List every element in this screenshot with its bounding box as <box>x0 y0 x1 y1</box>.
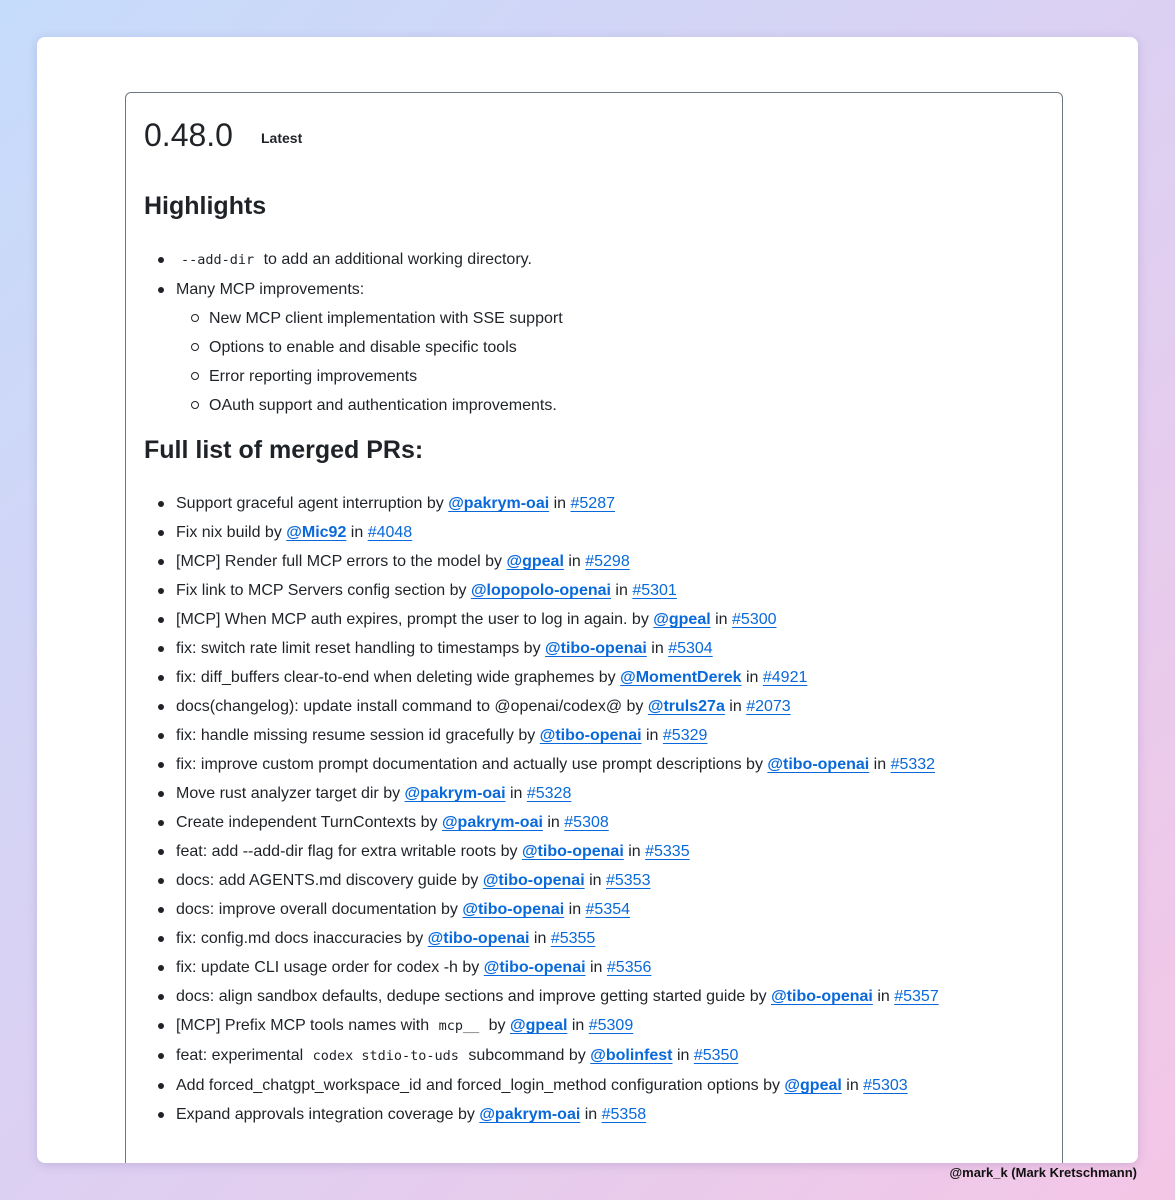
pr-list-item <box>144 895 939 924</box>
pr-title: Expand approvals integration coverage <box>176 1106 454 1123</box>
pr-list-item <box>144 837 939 866</box>
pr-number-link[interactable]: #2073 <box>746 698 791 715</box>
author-link[interactable]: @tibo-openai <box>483 959 586 976</box>
by-word: by <box>416 814 442 831</box>
highlight-item <box>144 245 563 275</box>
pr-title: Create independent TurnContexts <box>176 814 417 831</box>
by-word: by <box>445 582 471 599</box>
pr-title: fix: update CLI usage order for codex -h <box>176 959 458 976</box>
in-word: in <box>585 959 607 976</box>
in-word: in <box>672 1047 694 1064</box>
author-link[interactable]: @pakrym-oai <box>479 1106 581 1123</box>
mcp-improvements-list <box>176 304 563 420</box>
pr-list-item <box>144 982 939 1011</box>
pr-inline-code: codex stdio-to-uds <box>312 1048 459 1064</box>
pr-title-suffix: subcommand <box>463 1047 565 1064</box>
pr-title: Support graceful agent interruption <box>176 495 423 512</box>
by-word: by <box>745 988 772 1005</box>
pr-number-link[interactable]: #5309 <box>588 1017 634 1034</box>
by-word: by <box>758 1077 785 1094</box>
in-word: in <box>623 843 646 860</box>
pr-inline-code: mcp__ <box>438 1018 480 1034</box>
pr-list-item <box>144 663 939 692</box>
author-link[interactable]: @gpeal <box>506 553 564 570</box>
in-word: in <box>529 930 551 947</box>
sub-list-item: OAuth support and authentication improvements. <box>176 391 563 420</box>
sub-list-item: New MCP client implementation with SSE support <box>176 304 563 333</box>
by-word: by <box>401 930 428 947</box>
pr-title: feat: experimental <box>176 1047 308 1064</box>
release-version[interactable]: 0.48.0 <box>144 117 233 153</box>
by-word: by <box>436 901 463 918</box>
in-word: in <box>564 901 586 918</box>
pr-list-item <box>144 547 939 576</box>
pr-list-item <box>144 953 939 982</box>
highlight-text: to add an additional working directory. <box>259 251 532 268</box>
pr-title: [MCP] Prefix MCP tools names with <box>176 1017 434 1034</box>
pr-number-link[interactable]: #5357 <box>894 988 939 1005</box>
by-word: by <box>457 872 483 889</box>
author-link[interactable]: @Mic92 <box>286 524 347 541</box>
pr-list-item <box>144 1041 939 1071</box>
author-link[interactable]: @tibo-openai <box>545 640 647 657</box>
in-word: in <box>567 1017 589 1034</box>
highlight-item <box>144 275 563 420</box>
pr-list-item <box>144 634 939 663</box>
pr-list-item <box>144 1071 939 1100</box>
author-credit: @mark_k (Mark Kretschmann) <box>949 1165 1137 1180</box>
pr-number-link[interactable]: #5335 <box>645 843 690 860</box>
pr-number-link[interactable]: #5300 <box>732 611 777 628</box>
author-link[interactable]: @truls27a <box>647 698 725 715</box>
by-word: by <box>513 727 540 744</box>
pr-title: Add forced_chatgpt_workspace_id and forced_login_method configuration options <box>176 1077 759 1094</box>
by-word: by <box>457 959 484 976</box>
pr-number-link[interactable]: #5332 <box>890 756 936 773</box>
by-word: by <box>484 1017 510 1034</box>
in-word: in <box>580 1106 602 1123</box>
highlights-heading: Highlights <box>144 192 267 220</box>
author-link[interactable]: @lopopolo-openai <box>470 582 611 599</box>
author-link[interactable]: @MomentDerek <box>620 669 742 686</box>
pr-number-link[interactable]: #5303 <box>863 1077 908 1094</box>
pr-title: fix: switch rate limit reset handling to timestamps <box>176 640 520 657</box>
author-link[interactable]: @tibo-openai <box>482 872 585 889</box>
pr-title: Move rust analyzer target dir <box>176 785 379 802</box>
sub-list-item: Options to enable and disable specific tools <box>176 333 563 362</box>
pr-title: docs: add AGENTS.md discovery guide <box>176 872 458 889</box>
author-link[interactable]: @tibo-openai <box>521 843 624 860</box>
pr-list-item <box>144 866 939 895</box>
pr-number-link[interactable]: #5350 <box>693 1047 739 1064</box>
highlights-list <box>144 245 563 420</box>
pr-number-link[interactable]: #5353 <box>605 872 651 889</box>
pr-title: Fix link to MCP Servers config section <box>176 582 446 599</box>
by-word: by <box>422 495 449 512</box>
by-word: by <box>453 1106 480 1123</box>
pr-title: fix: improve custom prompt documentation and actually use prompt descriptions <box>176 756 742 773</box>
in-word: in <box>584 872 606 889</box>
in-word: in <box>646 640 669 657</box>
pr-number-link[interactable]: #5301 <box>632 582 677 599</box>
pr-list-item <box>144 750 939 779</box>
author-link[interactable]: @tibo-openai <box>462 901 565 918</box>
by-word: by <box>594 669 621 686</box>
pr-title: docs: improve overall documentation <box>176 901 437 918</box>
author-link[interactable]: @gpeal <box>784 1077 842 1094</box>
in-word: in <box>641 727 663 744</box>
latest-badge: Latest <box>261 130 303 146</box>
pr-title: docs(changelog): update install command to @openai/codex@ <box>176 698 623 715</box>
author-link[interactable]: @tibo-openai <box>767 756 870 773</box>
release-box <box>125 92 1063 1163</box>
in-word: in <box>869 756 891 773</box>
release-card <box>37 37 1138 1163</box>
pr-title: [MCP] When MCP auth expires, prompt the user to log in again. <box>176 611 628 628</box>
sub-list-item: Error reporting improvements <box>176 362 563 391</box>
pr-number-link[interactable]: #5287 <box>570 495 615 512</box>
pr-title: fix: diff_buffers clear-to-end when deleting wide graphemes <box>176 669 595 686</box>
by-word: by <box>519 640 546 657</box>
pr-list-item <box>144 518 939 547</box>
author-link[interactable]: @tibo-openai <box>771 988 873 1005</box>
pr-list-item <box>144 1100 939 1129</box>
pr-list-item <box>144 924 939 953</box>
pr-title: fix: handle missing resume session id gracefully <box>176 727 514 744</box>
pr-number-link[interactable]: #4048 <box>367 524 413 541</box>
by-word: by <box>378 785 405 802</box>
pr-number-link[interactable]: #5308 <box>564 814 609 831</box>
pr-list-item <box>144 721 939 750</box>
pr-title: fix: config.md docs inaccuracies <box>176 930 402 947</box>
by-word: by <box>564 1047 591 1064</box>
author-link[interactable]: @tibo-openai <box>539 727 642 744</box>
pr-number-link[interactable]: #4921 <box>762 669 808 686</box>
in-word: in <box>724 698 747 715</box>
pr-title: [MCP] Render full MCP errors to the model <box>176 553 481 570</box>
pr-list-item <box>144 692 939 721</box>
author-link[interactable]: @bolinfest <box>590 1047 673 1064</box>
pr-number-link[interactable]: #5298 <box>585 553 630 570</box>
by-word: by <box>496 843 522 860</box>
by-word: by <box>627 611 654 628</box>
pr-list-item <box>144 605 939 634</box>
in-word: in <box>549 495 571 512</box>
in-word: in <box>741 669 763 686</box>
pr-number-link[interactable]: #5329 <box>662 727 708 744</box>
in-word: in <box>841 1077 864 1094</box>
pr-number-link[interactable]: #5354 <box>585 901 631 918</box>
author-link[interactable]: @gpeal <box>510 1017 568 1034</box>
in-word: in <box>505 785 527 802</box>
author-link[interactable]: @tibo-openai <box>427 930 530 947</box>
author-link[interactable]: @gpeal <box>653 611 711 628</box>
author-link[interactable]: @pakrym-oai <box>404 785 506 802</box>
pr-title: docs: align sandbox defaults, dedupe sections and improve getting started guide <box>176 988 746 1005</box>
by-word: by <box>260 524 287 541</box>
author-link[interactable]: @pakrym-oai <box>448 495 550 512</box>
pr-title: Fix nix build <box>176 524 261 541</box>
author-link[interactable]: @pakrym-oai <box>441 814 543 831</box>
in-word: in <box>542 814 565 831</box>
pr-title: feat: add --add-dir flag for extra writable roots <box>176 843 497 860</box>
pr-list-item <box>144 576 939 605</box>
pr-number-link[interactable]: #5358 <box>601 1106 647 1123</box>
pr-number-link[interactable]: #5356 <box>606 959 652 976</box>
by-word: by <box>622 698 648 715</box>
pr-list-item <box>144 1011 939 1041</box>
pr-number-link[interactable]: #5304 <box>668 640 713 657</box>
in-word: in <box>710 611 733 628</box>
in-word: in <box>346 524 368 541</box>
pr-number-link[interactable]: #5355 <box>550 930 596 947</box>
in-word: in <box>610 582 633 599</box>
merged-prs-heading: Full list of merged PRs: <box>144 436 424 464</box>
in-word: in <box>872 988 895 1005</box>
merged-prs-list <box>144 489 939 1129</box>
pr-number-link[interactable]: #5328 <box>526 785 572 802</box>
by-word: by <box>741 756 768 773</box>
by-word: by <box>480 553 507 570</box>
pr-list-item <box>144 489 939 518</box>
add-dir-code: --add-dir <box>181 252 255 268</box>
highlight-text: Many MCP improvements: <box>176 281 365 298</box>
pr-list-item <box>144 808 939 837</box>
in-word: in <box>563 553 586 570</box>
pr-list-item <box>144 779 939 808</box>
